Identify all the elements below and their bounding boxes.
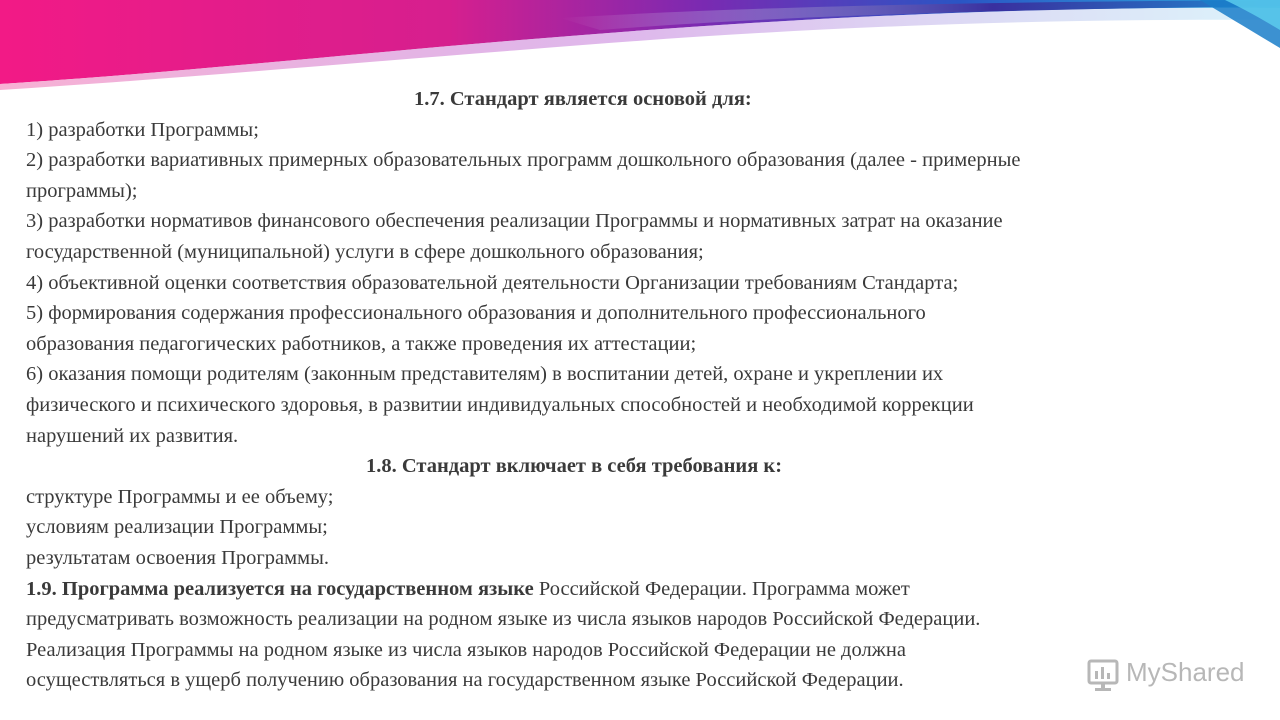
section-1-9-line-3: Реализация Программы на родном языке из числа языков народов Российской Федерации не должна (26, 638, 906, 661)
list-item: 5) формирования содержания профессионального образования и дополнительного профессионального (26, 302, 926, 325)
document-body (26, 84, 1256, 696)
list-item: 2) разработки вариативных примерных образовательных программ дошкольного образования (далее - примерные (26, 149, 1021, 172)
myshared-watermark (1086, 655, 1256, 695)
list-item: 3) разработки нормативов финансового обеспечения реализации Программы и нормативных затрат на оказание (26, 210, 1003, 233)
section-1-9-line-1-rest: Российской Федерации. Программа может (533, 577, 910, 600)
list-item: 6) оказания помощи родителям (законным представителям) в воспитании детей, охране и укреплении их (26, 363, 944, 386)
section-1-9-line-1 (26, 574, 1256, 605)
list-item: образования педагогических работников, а также проведения их аттестации; (26, 332, 697, 355)
watermark-text: MyShared (1126, 657, 1245, 687)
list-item: физического и психического здоровья, в развитии индивидуальных способностей и необходимой коррекции (26, 393, 974, 416)
list-item: структуре Программы и ее объему; (26, 485, 334, 508)
list-item: 1) разработки Программы; (26, 118, 259, 141)
section-1-9-bold-lead: 1.9. Программа реализуется на государственном языке (26, 577, 534, 600)
list-item: программы); (26, 179, 138, 202)
section-heading-1-7: 1.7. Стандарт является основой для: (414, 88, 752, 110)
section-1-9-line-2: предусматривать возможность реализации на родном языке из числа языков народов Российской Федерации. (26, 608, 981, 631)
list-item: результатам освоения Программы. (26, 546, 329, 569)
section-heading-1-8: 1.8. Стандарт включает в себя требования к: (366, 455, 783, 478)
list-item: условиям реализации Программы; (26, 516, 328, 539)
list-item: нарушений их развития. (26, 424, 239, 447)
list-item: государственной (муниципальной) услуги в сфере дошкольного образования; (26, 240, 704, 263)
section-1-9-line-4: осуществляться в ущерб получению образования на государственном языке Российской Федерации. (26, 669, 904, 692)
myshared-logo-icon (1086, 657, 1120, 693)
decorative-banner (0, 0, 1280, 90)
list-item: 4) объективной оценки соответствия образовательной деятельности Организации требованиям Стандарта; (26, 271, 959, 294)
